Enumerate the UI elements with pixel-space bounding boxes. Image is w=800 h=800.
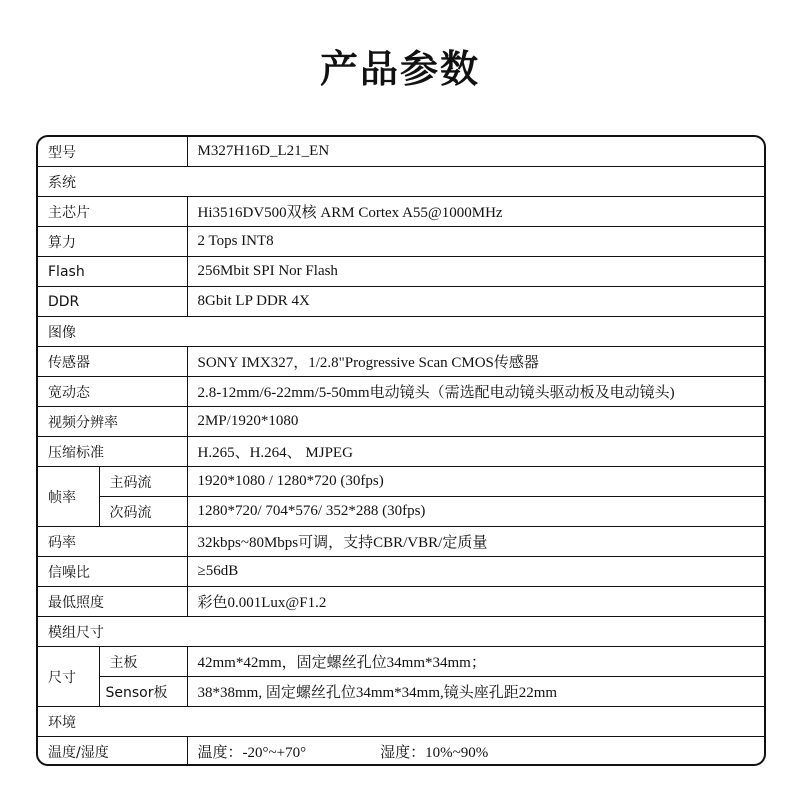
section-row [38, 167, 764, 197]
section-row [38, 707, 764, 737]
table-row [38, 467, 764, 497]
row-value-temp-humidity [187, 737, 764, 767]
row-label-flash: Flash [38, 257, 187, 287]
table-row [38, 227, 764, 257]
row-value-compression: H.265、H.264、 MJPEG [187, 437, 764, 467]
table-row [38, 137, 764, 167]
row-label-ddr: DDR [38, 287, 187, 317]
row-value-model: M327H16D_L21_EN [187, 137, 764, 167]
table-row [38, 377, 764, 407]
row-value-illumination: 彩色0.001Lux@F1.2 [187, 587, 764, 617]
row-label-snr: 信噪比 [38, 557, 187, 587]
table-row [38, 527, 764, 557]
table-row [38, 497, 764, 527]
row-value-mainboard: 42mm*42mm，固定螺丝孔位34mm*34mm； [187, 647, 764, 677]
row-label-model: 型号 [38, 137, 187, 167]
table-row [38, 197, 764, 227]
row-value-bitrate: 32kbps~80Mbps可调，支持CBR/VBR/定质量 [187, 527, 764, 557]
table-row [38, 287, 764, 317]
row-label-soc: 主芯片 [38, 197, 187, 227]
table-row [38, 677, 764, 707]
humidity-value: 湿度：10%~90% [380, 745, 489, 761]
sub-label-sub-stream: 次码流 [99, 497, 187, 527]
table-row [38, 407, 764, 437]
row-value-compute: 2 Tops INT8 [187, 227, 764, 257]
row-label-wdr: 宽动态 [38, 377, 187, 407]
row-label-resolution: 视频分辨率 [38, 407, 187, 437]
section-module-size: 模组尺寸 [38, 617, 764, 647]
row-value-sensorboard: 38*38mm, 固定螺丝孔位34mm*34mm,镜头座孔距22mm [187, 677, 764, 707]
table-row [38, 437, 764, 467]
section-environment: 环境 [38, 707, 764, 737]
table-row [38, 737, 764, 767]
sub-label-main-stream: 主码流 [99, 467, 187, 497]
spec-table [36, 135, 766, 766]
row-value-flash: 256Mbit SPI Nor Flash [187, 257, 764, 287]
row-value-sub-stream: 1280*720/ 704*576/ 352*288 (30fps) [187, 497, 764, 527]
row-value-ddr: 8Gbit LP DDR 4X [187, 287, 764, 317]
row-label-bitrate: 码率 [38, 527, 187, 557]
row-value-sensor: SONY IMX327，1/2.8"Progressive Scan CMOS传感器 [187, 347, 764, 377]
row-label-framerate: 帧率 [38, 467, 99, 527]
row-value-soc: Hi3516DV500双核 ARM Cortex A55@1000MHz [187, 197, 764, 227]
table-row [38, 647, 764, 677]
row-label-sensor: 传感器 [38, 347, 187, 377]
page-title: 产品参数 [319, 47, 480, 91]
row-label-illumination: 最低照度 [38, 587, 187, 617]
row-value-main-stream: 1920*1080 / 1280*720 (30fps) [187, 467, 764, 497]
temperature-value: 温度：-20°~+70° [197, 745, 307, 761]
section-row [38, 317, 764, 347]
row-value-snr: ≥56dB [187, 557, 764, 587]
table-row [38, 257, 764, 287]
row-label-temp-humidity: 温度/湿度 [38, 737, 187, 767]
sub-label-mainboard: 主板 [99, 647, 187, 677]
section-row [38, 617, 764, 647]
table-row [38, 347, 764, 377]
table-row [38, 587, 764, 617]
sub-label-sensorboard: Sensor板 [99, 677, 187, 707]
section-system: 系统 [38, 167, 764, 197]
section-image: 图像 [38, 317, 764, 347]
row-label-size: 尺寸 [38, 647, 99, 707]
row-value-wdr: 2.8-12mm/6-22mm/5-50mm电动镜头（需选配电动镜头驱动板及电动镜头) [187, 377, 764, 407]
row-value-resolution: 2MP/1920*1080 [187, 407, 764, 437]
row-label-compute: 算力 [38, 227, 187, 257]
table-row [38, 557, 764, 587]
row-label-compression: 压缩标准 [38, 437, 187, 467]
